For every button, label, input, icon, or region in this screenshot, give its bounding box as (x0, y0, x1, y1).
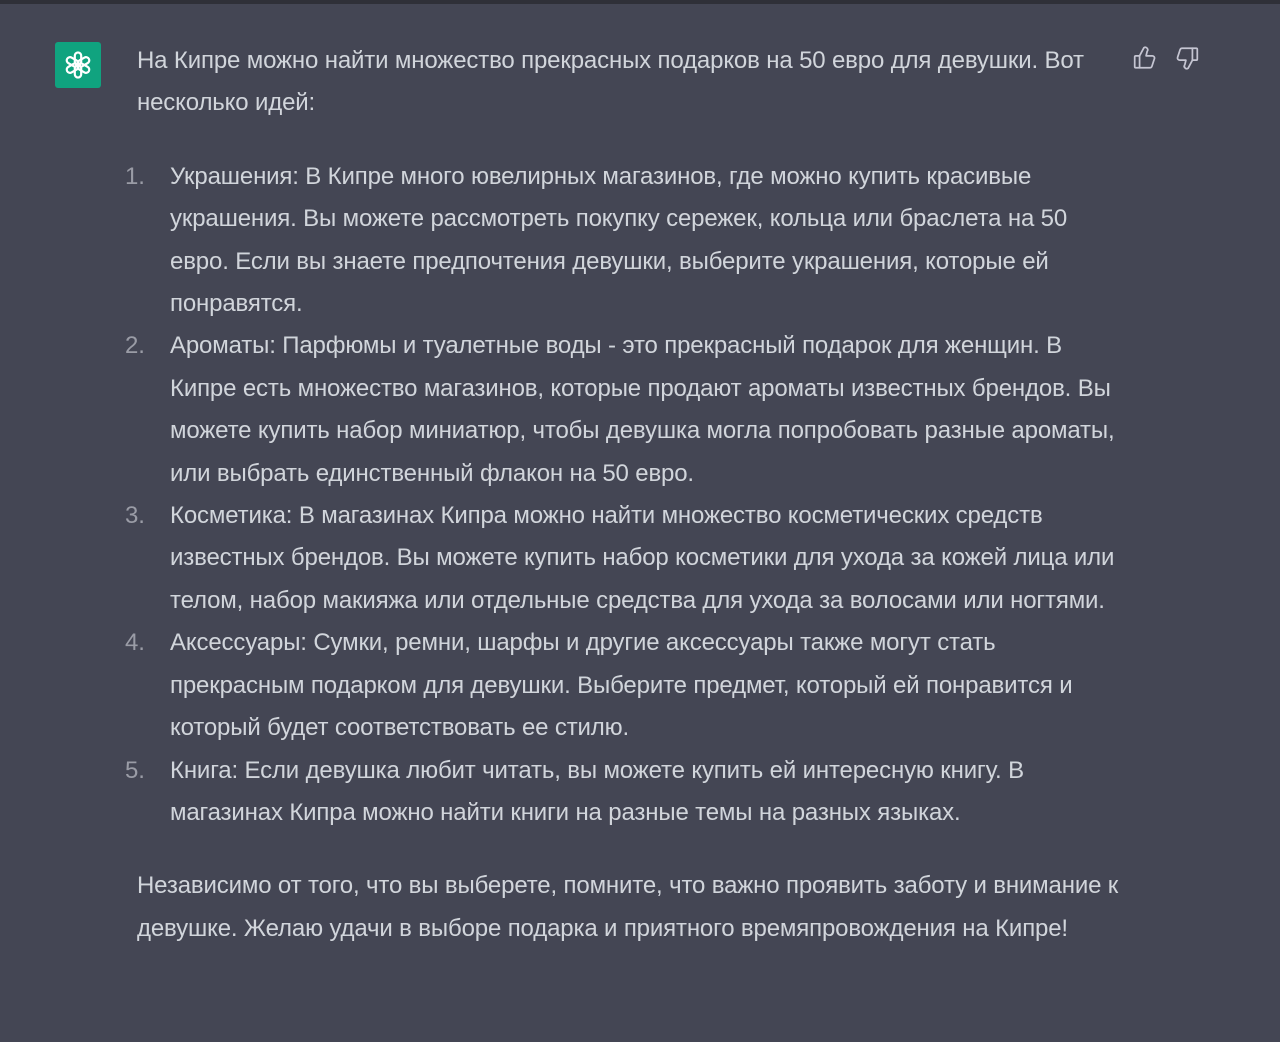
list-item-number: 2. (125, 332, 145, 360)
list-item-number: 1. (125, 162, 145, 190)
list-item-number: 5. (125, 756, 145, 784)
like-button[interactable] (1132, 44, 1158, 72)
assistant-message (125, 40, 1127, 950)
thumbs-up-icon (1132, 45, 1158, 71)
list-item-text: Ароматы: Парфюмы и туалетные воды - это прекрасный подарок для женщин. В Кипре есть множество магазинов, которые продают ароматы известных брендов. Вы можете купить набор миниатюр, чтобы девушка могла попробовать разные ароматы, или выбрать единственный флакон на 50 евро. (170, 332, 1115, 487)
message-intro: На Кипре можно найти множество прекрасных подарков на 50 евро для девушки. Вот несколько идей: (137, 47, 1084, 117)
feedback-buttons (1132, 44, 1200, 72)
list-item-text: Книга: Если девушка любит читать, вы можете купить ей интересную книгу. В магазинах Кипра можно найти книги на разные темы на разных языках. (170, 756, 1024, 826)
list-item-text: Косметика: В магазинах Кипра можно найти множество косметических средств известных брендов. Вы можете купить набор косметики для ухода за кожей лица или телом, набор макияжа или отдельные средства для ухода за волосами или ногтями. (170, 502, 1115, 614)
dislike-button[interactable] (1174, 44, 1200, 72)
list-item (125, 156, 1127, 326)
gift-ideas-list (125, 156, 1127, 835)
list-item-text: Украшения: В Кипре много ювелирных магазинов, где можно купить красивые украшения. Вы можете рассмотреть покупку сережек, кольца или браслета на 50 евро. Если вы знаете предпочтения девушки, выберите украшения, которые ей понравятся. (170, 162, 1068, 318)
thumbs-down-icon (1174, 45, 1200, 71)
list-item-number: 3. (125, 502, 145, 530)
top-divider (0, 0, 1280, 4)
list-item (125, 622, 1127, 749)
list-item (125, 495, 1127, 622)
openai-logo-icon (62, 49, 94, 81)
list-item (125, 325, 1127, 495)
list-item-text: Аксессуары: Сумки, ремни, шарфы и другие аксессуары также могут стать прекрасным подарком для девушки. Выберите предмет, который ей понравится и который будет соответствовать ее стилю. (170, 629, 1073, 742)
message-outro: Независимо от того, что вы выберете, помните, что важно проявить заботу и внимание к девушке. Желаю удачи в выборе подарка и приятного времяпровождения на Кипре! (137, 872, 1119, 942)
assistant-avatar (55, 42, 101, 88)
list-item (125, 750, 1127, 835)
list-item-number: 4. (125, 629, 145, 657)
